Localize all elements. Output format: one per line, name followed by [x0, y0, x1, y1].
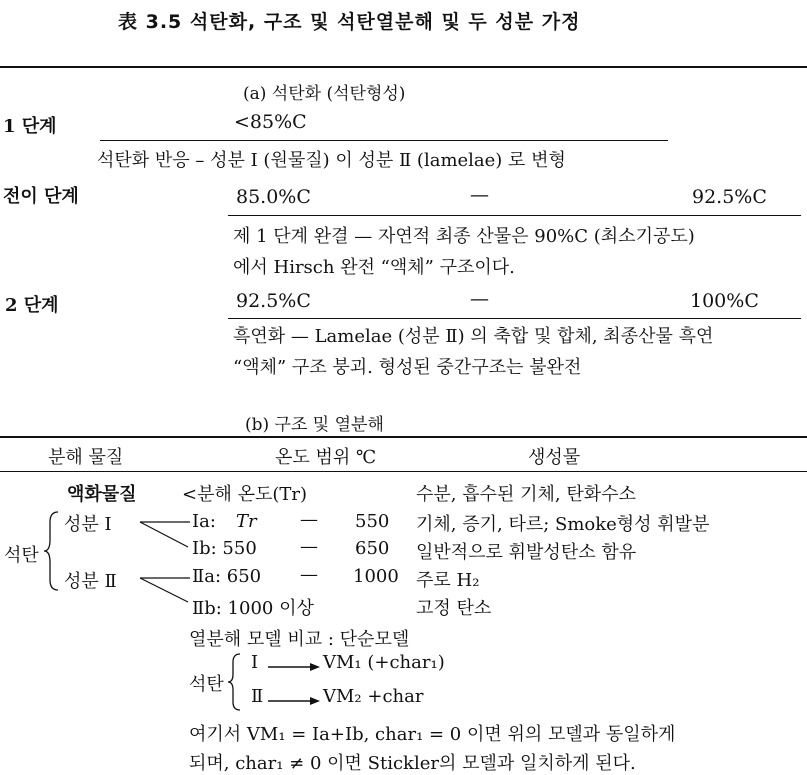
column-header-products: 생성물 — [528, 447, 581, 468]
stage2-note-1: 흑연화 — Lamelae (성분 Ⅱ) 의 축합 및 합체, 최종산물 흑연 — [233, 326, 714, 347]
stage2-rule — [228, 318, 801, 319]
section-a-heading: (a) 석탄화 (석탄형성) — [243, 84, 406, 104]
transition-to: 92.5%C — [692, 186, 767, 208]
row-iib-id: Ⅱb: 1000 이상 — [192, 598, 314, 619]
transition-note-2: 에서 Hirsch 완전 “액체” 구조이다. — [233, 257, 515, 278]
row-ia-high: 550 — [355, 511, 390, 532]
model-line-2-arrow-icon — [268, 696, 320, 706]
model-line-1-arrow-icon — [268, 662, 320, 672]
stage2-from: 92.5%C — [236, 290, 311, 312]
transition-rule — [228, 215, 801, 216]
row-iia-id: Ⅱa: 650 — [192, 566, 262, 587]
section-b-top-rule — [0, 436, 807, 438]
column-header-rule — [0, 471, 807, 472]
stage2-note-2: “액체” 구조 붕괴. 형성된 중간구조는 불완전 — [233, 357, 582, 378]
row-iia-dash: — — [300, 564, 318, 585]
liquid-temperature: <분해 온도(Tr) — [182, 484, 308, 505]
coal-label: 석탄 — [4, 545, 39, 566]
model-line-2-from: Ⅱ — [251, 686, 264, 707]
top-rule — [0, 66, 807, 68]
model-line-2-to: VM₂ +char — [323, 686, 424, 707]
row-ib-id: Ib: 550 — [192, 538, 257, 559]
model-line-1-from: Ⅰ — [251, 652, 259, 673]
component-1-label: 성분 Ⅰ — [64, 514, 112, 535]
stage2-label: 2 단계 — [5, 295, 59, 316]
transition-note-1: 제 1 단계 완결 — 자연적 최종 산물은 90%C (최소기공도) — [233, 226, 695, 247]
row-ib-high: 650 — [355, 538, 390, 559]
row-ia-low: Tr — [236, 511, 257, 532]
column-header-material: 분해 물질 — [48, 447, 124, 468]
row-ia-id: Ia: — [192, 511, 216, 532]
model-coal-label: 석탄 — [189, 674, 224, 695]
row-ib-dash: — — [300, 536, 318, 557]
stage1-label: 1 단계 — [3, 116, 57, 137]
footer-line-1: 여기서 VM₁ = Ia+Ib, char₁ = 0 이면 위의 모델과 동일하게 — [189, 724, 676, 745]
row-iia-product: 주로 H₂ — [416, 570, 480, 591]
coal-brace — [44, 510, 60, 592]
component-connector-lines — [140, 514, 192, 604]
stage2-to: 100%C — [690, 290, 759, 312]
section-b-heading: (b) 구조 및 열분해 — [245, 415, 384, 435]
row-iia-high: 1000 — [353, 566, 399, 587]
transition-dash: — — [470, 184, 489, 206]
footer-line-2: 되며, char₁ ≠ 0 이면 Stickler의 모델과 일치하게 된다. — [189, 753, 636, 774]
transition-label: 전이 단계 — [3, 186, 79, 207]
stage1-rule — [100, 140, 668, 141]
transition-from: 85.0%C — [236, 186, 311, 208]
liquid-label: 액화물질 — [67, 484, 137, 505]
row-ib-product: 일반적으로 휘발성탄소 함유 — [416, 542, 637, 563]
row-iib-product: 고정 탄소 — [416, 598, 492, 619]
stage2-dash: — — [470, 288, 489, 310]
stage1-value: <85%C — [234, 111, 307, 133]
model-line-1-to: VM₁ (+char₁) — [323, 652, 445, 673]
liquid-products: 수분, 흡수된 기체, 탄화수소 — [416, 484, 636, 505]
model-brace — [228, 652, 242, 712]
component-2-label: 성분 Ⅱ — [64, 571, 117, 592]
stage1-reaction: 석탄화 반응 – 성분 Ⅰ (원물질) 이 성분 Ⅱ (lamelae) 로 변형 — [97, 150, 566, 171]
row-ia-dash: — — [300, 509, 318, 530]
model-heading: 열분해 모델 비교 : 단순모델 — [189, 629, 410, 650]
column-header-temperature: 온도 범위 ℃ — [275, 447, 377, 468]
row-ia-product: 기체, 증기, 타르; Smoke형성 휘발분 — [416, 514, 710, 535]
table-title: 表 3.5 석탄화, 구조 및 석탄열분해 및 두 성분 가정 — [118, 11, 581, 33]
